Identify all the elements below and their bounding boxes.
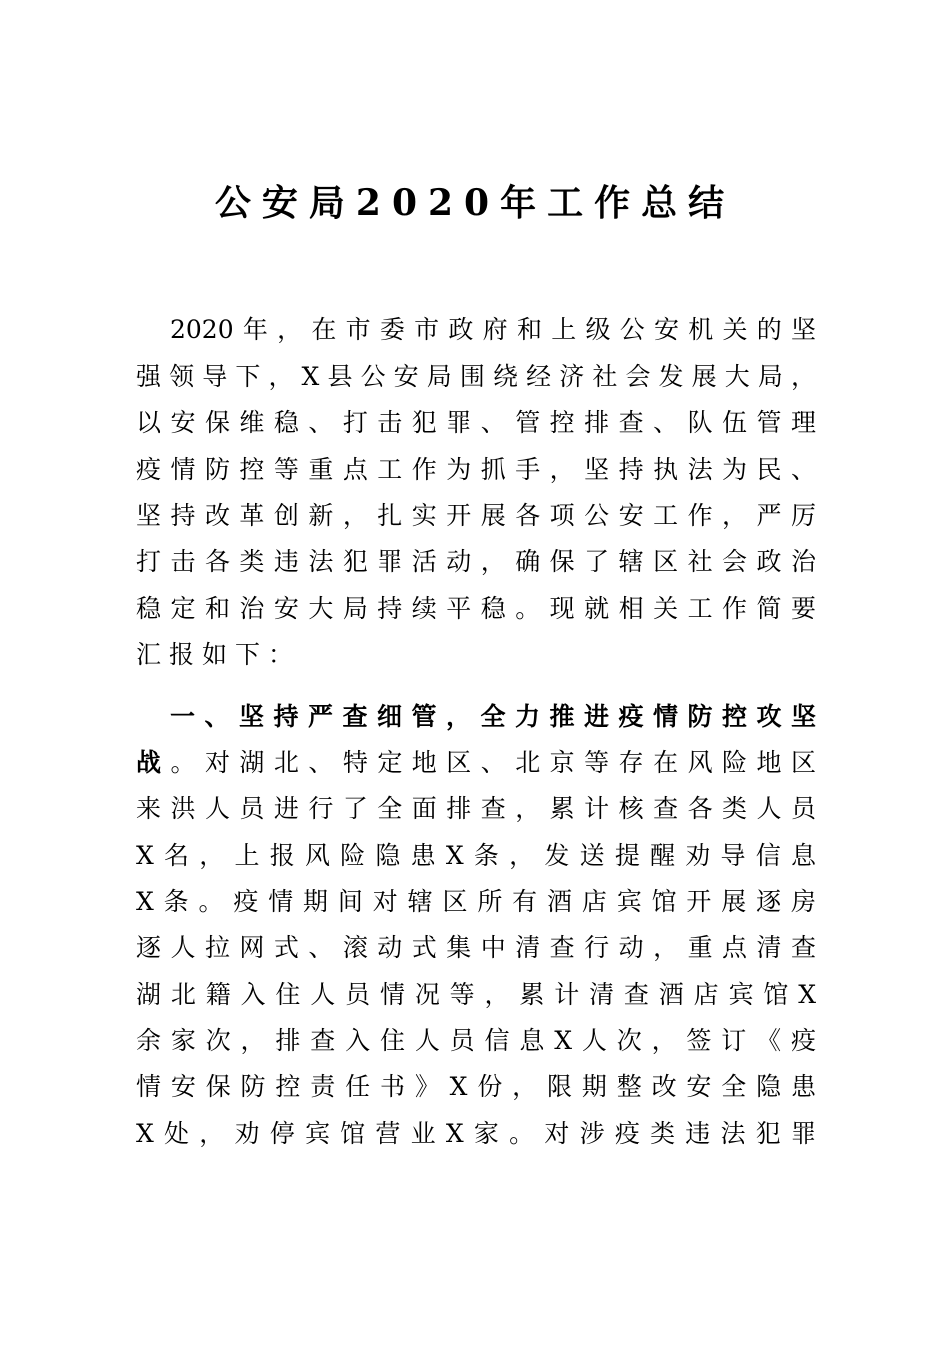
section-text: 。对湖北、特定地区、北京等存在风险地区 <box>170 748 816 777</box>
paragraph-line: 坚持改革创新，扎实开展各项公安工作，严厉 <box>136 501 816 530</box>
section-line: X处，劝停宾馆营业X家。对涉疫类违法犯罪 <box>136 1119 816 1148</box>
paragraph-line: 2020年，在市委市政府和上级公安机关的坚 <box>170 315 816 344</box>
document-title: 公安局2020年工作总结 <box>214 182 736 224</box>
section-line: 逐人拉网式、滚动式集中清查行动，重点清查 <box>136 933 816 962</box>
section-line <box>136 746 816 780</box>
paragraph-line: 疫情防控等重点工作为抓手，坚持执法为民、 <box>136 455 816 484</box>
section-line: 情安保防控责任书》X份，限期整改安全隐患 <box>136 1072 816 1101</box>
paragraph-line: 以安保维稳、打击犯罪、管控排查、队伍管理 <box>136 408 816 437</box>
paragraph-line: 强领导下，X县公安局围绕经济社会发展大局， <box>136 362 816 391</box>
section-line: 余家次，排查入住人员信息X人次，签订《疫 <box>136 1026 816 1055</box>
section-line: 湖北籍入住人员情况等，累计清查酒店宾馆X <box>136 980 816 1009</box>
section-line: 来洪人员进行了全面排查，累计核查各类人员 <box>136 794 816 823</box>
paragraph-line: 打击各类违法犯罪活动，确保了辖区社会政治 <box>136 547 816 576</box>
section-line: X名，上报风险隐患X条，发送提醒劝导信息 <box>136 841 816 870</box>
section-heading: 一、坚持严查细管，全力推进疫情防控攻坚 <box>170 702 816 731</box>
section-heading-end: 战 <box>136 748 171 777</box>
paragraph-line: 汇报如下： <box>136 640 302 669</box>
section-line: X条。疫情期间对辖区所有酒店宾馆开展逐房 <box>136 887 816 916</box>
paragraph-line: 稳定和治安大局持续平稳。现就相关工作简要 <box>136 594 816 623</box>
